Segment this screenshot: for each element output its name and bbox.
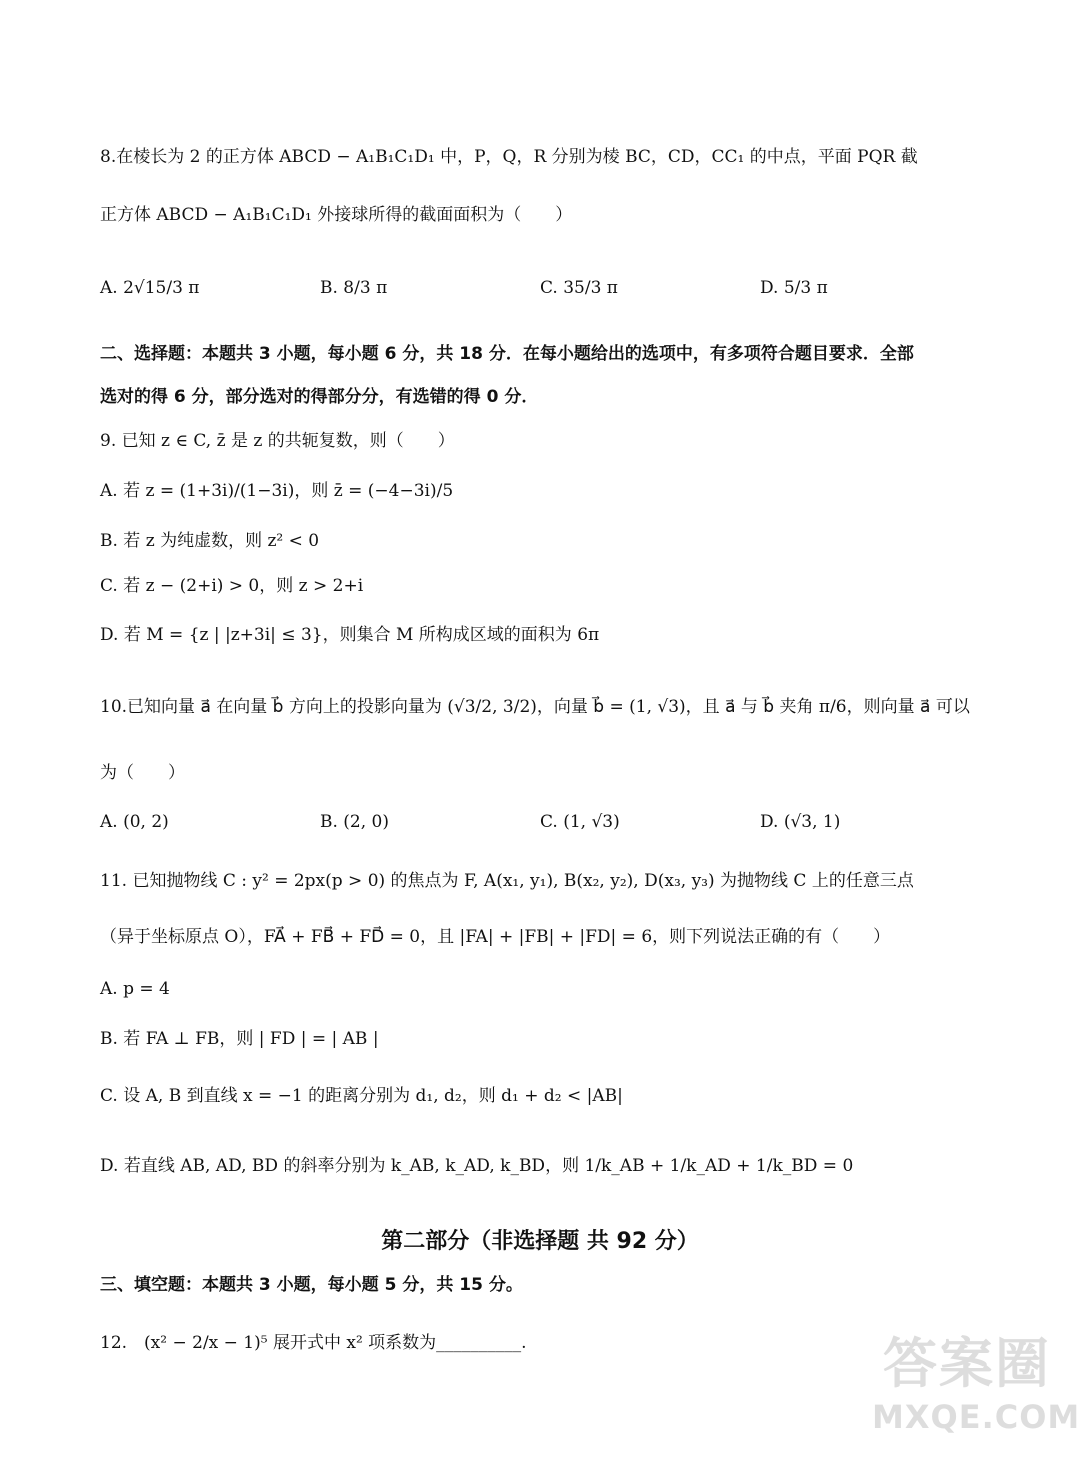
q10-line1: 10.已知向量 a⃗ 在向量 b⃗ 方向上的投影向量为 (√3/2, 3/2)，向量 b⃗ = (1, √3)，且 a⃗ 与 b⃗ 夹角 π/6，则向量 a⃗ 可以 [100,697,970,717]
section2-heading-line2: 选对的得 6 分，部分选对的得部分分，有选错的得 0 分． [100,387,539,407]
q8-option-a: A. 2√15/3 π [100,278,200,298]
q11-option-a: A. p = 4 [100,979,170,999]
q11-option-b: B. 若 FA ⊥ FB，则 | FD | = | AB | [100,1029,379,1049]
q8-line2: 正方体 ABCD − A₁B₁C₁D₁ 外接球所得的截面面积为（ ） [100,205,573,225]
q9-option-b: B. 若 z 为纯虚数，则 z² < 0 [100,531,320,551]
q8-line1: 8.在棱长为 2 的正方体 ABCD − A₁B₁C₁D₁ 中，P，Q，R 分别为棱 BC，CD，CC₁ 的中点，平面 PQR 截 [100,147,918,167]
q8-option-d: D. 5/3 π [760,278,828,298]
q9-stem: 9. 已知 z ∈ C, z̄ 是 z 的共轭复数，则（ ） [100,431,455,451]
q10-line2: 为（ ） [100,763,185,783]
part2-title: 第二部分（非选择题 共 92 分） [381,1229,699,1254]
q11-line1: 11. 已知抛物线 C : y² = 2px(p > 0) 的焦点为 F, A(x₁, y₁), B(x₂, y₂), D(x₃, y₃) 为抛物线 C 上的任意三点 [100,871,914,891]
watermark-top-text: 答案圈 [883,1332,1051,1395]
q11-option-c: C. 设 A, B 到直线 x = −1 的距离分别为 d₁, d₂，则 d₁ + d₂ < |AB| [100,1086,623,1106]
q10-option-b: B. (2, 0) [320,812,390,832]
q11-line2: （异于坐标原点 O），FA⃗ + FB⃗ + FD⃗ = 0，且 |FA| + |FB| + |FD| = 6，则下列说法正确的有（ ） [100,927,891,947]
q8-option-c: C. 35/3 π [540,278,618,298]
section3-heading: 三、填空题：本题共 3 小题，每小题 5 分，共 15 分。 [100,1275,523,1295]
q9-option-c: C. 若 z − (2+i) > 0，则 z > 2+i [100,576,364,596]
watermark-logo [872,1321,1080,1451]
watermark-bottom-text: MXQE.COM [872,1398,1080,1436]
q12-line1: 12. (x² − 2/x − 1)⁵ 展开式中 x² 项系数为__________. [100,1333,527,1353]
section2-heading-line1: 二、选择题：本题共 3 小题，每小题 6 分，共 18 分．在每小题给出的选项中，有多项符合题目要求．全部 [100,344,914,364]
q9-option-d: D. 若 M = {z | |z+3i| ≤ 3}，则集合 M 所构成区域的面积为 6π [100,625,600,645]
q11-option-d: D. 若直线 AB, AD, BD 的斜率分别为 k_AB, k_AD, k_BD，则 1/k_AB + 1/k_AD + 1/k_BD = 0 [100,1156,854,1176]
q9-option-a: A. 若 z = (1+3i)/(1−3i)，则 z̄ = (−4−3i)/5 [100,481,454,501]
q10-option-a: A. (0, 2) [100,812,169,832]
q10-option-c: C. (1, √3) [540,812,620,832]
q8-option-b: B. 8/3 π [320,278,388,298]
q10-option-d: D. (√3, 1) [760,812,841,832]
